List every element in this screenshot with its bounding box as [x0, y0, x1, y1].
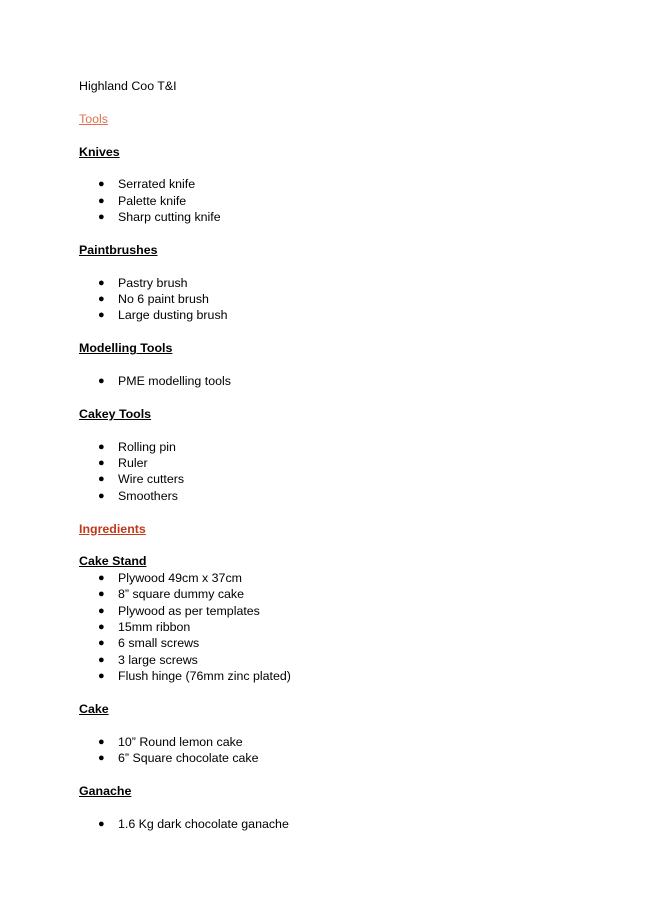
list-item-text: 1.6 Kg dark chocolate ganache	[118, 816, 289, 831]
list-item-text: 10” Round lemon cake	[118, 734, 243, 749]
list-item	[79, 209, 599, 225]
list-item-text: 6 small screws	[118, 636, 200, 651]
list-item	[79, 734, 599, 750]
list-item	[79, 586, 599, 602]
subheading-paintbrushes: Paintbrushes	[79, 242, 158, 257]
bullet-icon: ●	[98, 588, 105, 601]
bullet-icon: ●	[98, 194, 105, 207]
bullet-icon: ●	[98, 571, 105, 584]
bullet-icon: ●	[98, 178, 105, 191]
list-item-text: No 6 paint brush	[118, 292, 209, 307]
section-heading-ingredients: Ingredients	[79, 521, 146, 536]
list-item	[79, 176, 599, 192]
list-item	[79, 570, 599, 586]
bullet-icon: ●	[98, 473, 105, 486]
list-item-text: 3 large screws	[118, 652, 198, 667]
list-item-text: Palette knife	[118, 193, 187, 208]
spacer	[79, 357, 599, 373]
spacer	[79, 422, 599, 438]
list-item	[79, 603, 599, 619]
list-item-text: Rolling pin	[118, 439, 176, 454]
list-item	[79, 471, 599, 487]
bullet-icon: ●	[98, 456, 105, 469]
section-heading-tools: Tools	[79, 111, 108, 126]
bullet-icon: ●	[98, 309, 105, 322]
bullet-icon: ●	[98, 653, 105, 666]
spacer	[79, 766, 599, 782]
spacer	[79, 324, 599, 340]
spacer	[79, 258, 599, 274]
list-item	[79, 652, 599, 668]
list-item-text: 8” square dummy cake	[118, 587, 245, 602]
subheading-modelling-tools: Modelling Tools	[79, 341, 173, 356]
spacer	[79, 160, 599, 176]
list-item-text: Plywood 49cm x 37cm	[118, 570, 242, 585]
bullet-icon: ●	[98, 604, 105, 617]
list-item-text: Flush hinge (76mm zinc plated)	[118, 669, 291, 684]
bullet-icon: ●	[98, 817, 105, 830]
bullet-icon: ●	[98, 489, 105, 502]
subheading-ganache: Ganache	[79, 783, 132, 798]
list-cakey-tools	[79, 439, 599, 505]
list-item	[79, 373, 599, 389]
spacer	[79, 94, 599, 110]
list-item-text: 15mm ribbon	[118, 619, 191, 634]
list-item-text: PME modelling tools	[118, 374, 231, 389]
list-ganache	[79, 816, 599, 832]
spacer	[79, 504, 599, 520]
list-item-text: Sharp cutting knife	[118, 210, 221, 225]
list-item-text: Pastry brush	[118, 275, 188, 290]
list-item-text: Plywood as per templates	[118, 603, 260, 618]
bullet-icon: ●	[98, 276, 105, 289]
list-item	[79, 816, 599, 832]
subheading-cake: Cake	[79, 701, 109, 716]
list-cake-stand	[79, 570, 599, 685]
bullet-icon: ●	[98, 211, 105, 224]
bullet-icon: ●	[98, 440, 105, 453]
bullet-icon: ●	[98, 620, 105, 633]
list-item-text: Ruler	[118, 455, 148, 470]
list-item	[79, 275, 599, 291]
list-modelling-tools	[79, 373, 599, 389]
list-item-text: 6” Square chocolate cake	[118, 751, 259, 766]
list-item	[79, 750, 599, 766]
bullet-icon: ●	[98, 375, 105, 388]
spacer	[79, 389, 599, 405]
list-item	[79, 193, 599, 209]
list-item	[79, 488, 599, 504]
subheading-cakey-tools: Cakey Tools	[79, 406, 152, 421]
list-paintbrushes	[79, 275, 599, 324]
list-item	[79, 619, 599, 635]
list-item	[79, 439, 599, 455]
list-item	[79, 635, 599, 651]
spacer	[79, 717, 599, 733]
subheading-knives: Knives	[79, 144, 120, 159]
bullet-icon: ●	[98, 752, 105, 765]
list-item	[79, 455, 599, 471]
subheading-cake-stand: Cake Stand	[79, 554, 147, 569]
spacer	[79, 799, 599, 815]
document-title: Highland Coo T&I	[79, 79, 177, 93]
spacer	[79, 127, 599, 143]
list-cake	[79, 734, 599, 767]
list-knives	[79, 176, 599, 225]
list-item-text: Serrated knife	[118, 177, 196, 192]
list-item	[79, 291, 599, 307]
spacer	[79, 226, 599, 242]
bullet-icon: ●	[98, 735, 105, 748]
bullet-icon: ●	[98, 670, 105, 683]
list-item	[79, 668, 599, 684]
list-item-text: Smoothers	[118, 488, 178, 503]
list-item-text: Large dusting brush	[118, 308, 228, 323]
list-item-text: Wire cutters	[118, 472, 185, 487]
document-page	[79, 78, 599, 832]
spacer	[79, 537, 599, 553]
list-item	[79, 307, 599, 323]
spacer	[79, 684, 599, 700]
bullet-icon: ●	[98, 637, 105, 650]
bullet-icon: ●	[98, 293, 105, 306]
